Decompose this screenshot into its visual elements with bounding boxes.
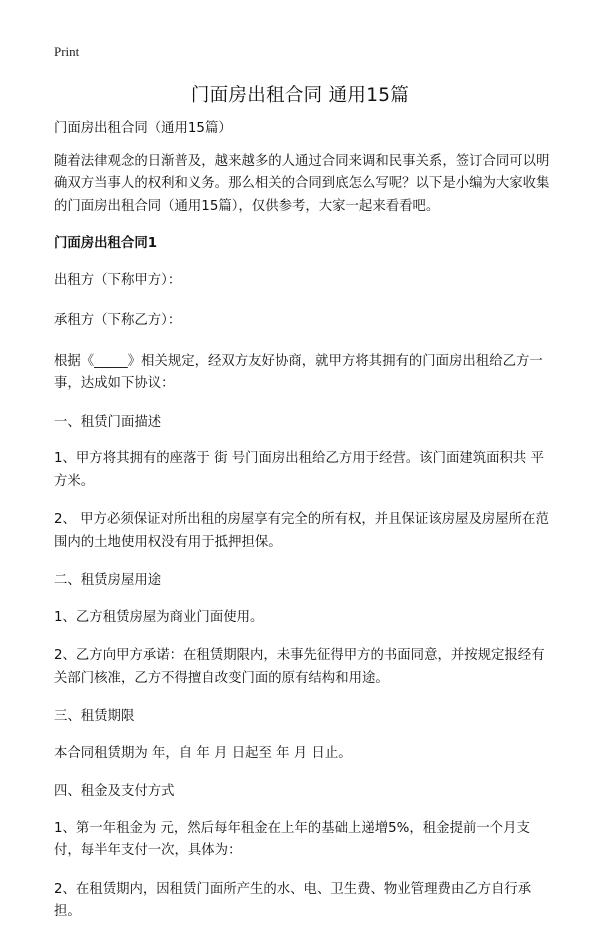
section-4-title: 四、租金及支付方式 (54, 784, 175, 799)
page-title: 门面房出租合同 通用15篇 (190, 85, 410, 106)
section-2-title: 二、租赁房屋用途 (54, 573, 162, 588)
section-1-item-1: 1、甲方将其拥有的座落于 街 号门面房出租给乙方用于经营。该门面建筑面积共 平方米。 (54, 451, 544, 489)
contract-heading: 门面房出租合同1 (54, 236, 158, 251)
document-subtitle: 门面房出租合同（通用15篇） (54, 121, 232, 136)
party-b-line: 承租方（下称乙方）： (54, 313, 182, 328)
section-4-item-1: 1、第一年租金为 元，然后每年租金在上年的基础上递增5%，租金提前一个月支付，每半年支付一次，具体为： (54, 820, 530, 858)
section-2-item-1: 1、乙方租赁房屋为商业门面使用。 (54, 609, 264, 625)
section-2-item-2: 2、乙方向甲方承诺：在租赁期限内，未事先征得甲方的书面同意，并按规定报经有关部门核准，乙方不得擅自改变门面的原有结构和用途。 (54, 648, 545, 686)
section-1-item-2: 2、 甲方必须保证对所出租的房屋享有完全的所有权，并且保证该房屋及房屋所在范围内的土地使用权没有用于抵押担保。 (54, 512, 549, 550)
section-4-item-2: 2、在租赁期内，因租赁门面所产生的水、电、卫生费、物业管理费由乙方自行承担。 (54, 881, 532, 919)
document-body (54, 118, 554, 940)
intro-paragraph: 随着法律观念的日渐普及，越来越多的人通过合同来调和民事关系，签订合同可以明确双方当事人的权利和义务。那么相关的合同到底怎么写呢？以下是小编为大家收集的门面房出租合同（通用15篇），仅供参考，大家一起来看看吧。 (54, 153, 550, 214)
section-3-item-1: 本合同租赁期为 年，自 年 月 日起至 年 月 日止。 (54, 745, 352, 761)
section-1-title: 一、租赁门面描述 (54, 414, 162, 430)
party-a-line: 出租方（下称甲方）： (54, 272, 182, 288)
basis-paragraph: 根据《_____》相关规定，经双方友好协商，就甲方将其拥有的门面房出租给乙方一事，达成如下协议： (54, 353, 543, 391)
print-link[interactable]: Print (54, 44, 80, 59)
section-3-title: 三、租赁期限 (54, 709, 135, 724)
